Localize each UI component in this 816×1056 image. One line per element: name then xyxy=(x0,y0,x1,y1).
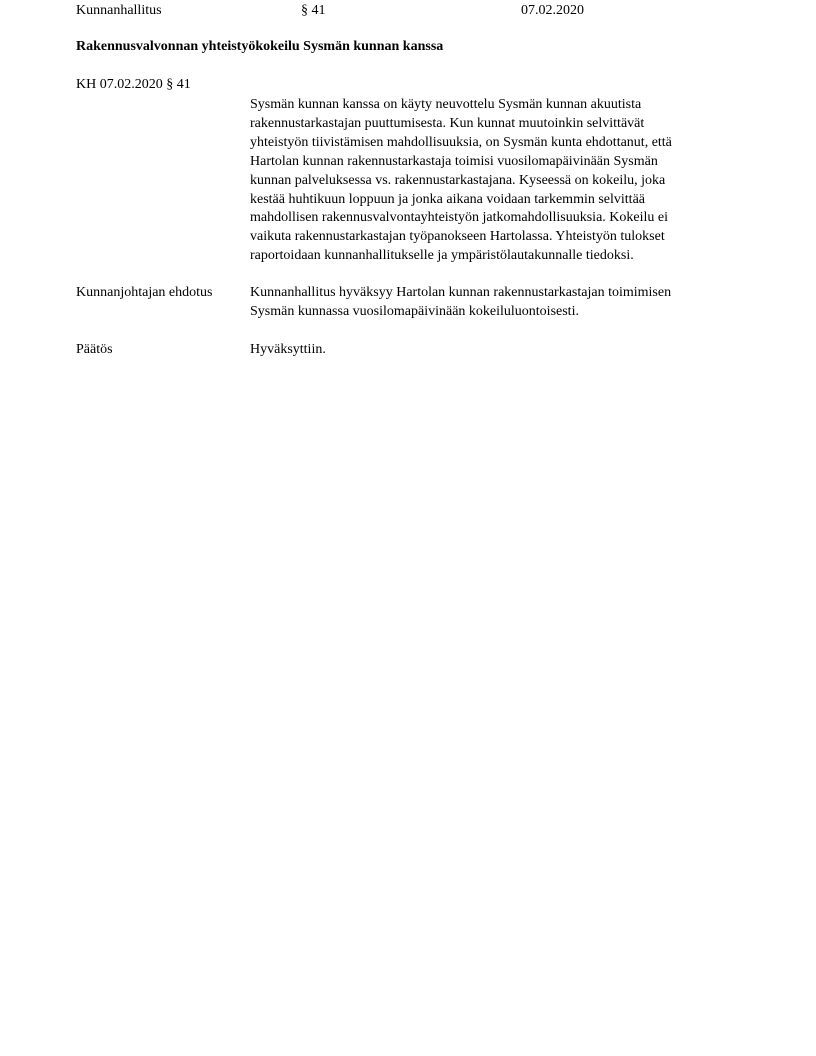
intro-paragraph xyxy=(250,96,750,266)
paragraph-line: Hartolan kunnan rakennustarkastaja toimisi vuosilomapäivinään Sysmän xyxy=(250,153,658,169)
meeting-reference: KH 07.02.2020 § 41 xyxy=(76,77,191,92)
paragraph-line: vaikuta rakennustarkastajan työpanokseen Hartolassa. Yhteistyön tulokset xyxy=(250,229,665,245)
header-date: 07.02.2020 xyxy=(521,3,584,18)
paragraph-line: kunnan palveluksessa vs. rakennustarkastajana. Kyseessä on kokeilu, joka xyxy=(250,172,666,188)
paragraph-line: rakennustarkastajan puuttumisesta. Kun kunnat muutoinkin selvittävät xyxy=(250,115,645,131)
paragraph-line: Hyväksyttiin. xyxy=(250,342,326,357)
paragraph-line: kestää huhtikuun loppuun ja jonka aikana voidaan tarkemmin selvittää xyxy=(250,191,646,207)
paragraph-line: Sysmän kunnan kanssa on käyty neuvottelu Sysmän kunnan akuutista xyxy=(250,97,642,112)
proposal-label: Kunnanjohtajan ehdotus xyxy=(76,285,213,300)
proposal-paragraph xyxy=(250,284,750,322)
paragraph-line: yhteistyön tiivistämisen mahdollisuuksia, on Sysmän kunta ehdottanut, että xyxy=(250,134,672,150)
header-body-name: Kunnanhallitus xyxy=(76,3,162,18)
header-section-number: § 41 xyxy=(301,3,326,18)
paragraph-line: raportoidaan kunnanhallitukselle ja ympäristölautakunnalle tiedoksi. xyxy=(250,248,634,264)
decision-paragraph xyxy=(250,341,750,360)
paragraph-line: Sysmän kunnassa vuosilomapäivinään kokeiluluontoisesti. xyxy=(250,303,579,319)
paragraph-line: Kunnanhallitus hyväksyy Hartolan kunnan rakennustarkastajan toimimisen xyxy=(250,285,672,300)
paragraph-line: mahdollisen rakennusvalvontayhteistyön jatkomahdollisuuksia. Kokeilu ei xyxy=(250,210,668,226)
document-title: Rakennusvalvonnan yhteistyökokeilu Sysmän kunnan kanssa xyxy=(76,39,444,54)
decision-label: Päätös xyxy=(76,342,113,357)
